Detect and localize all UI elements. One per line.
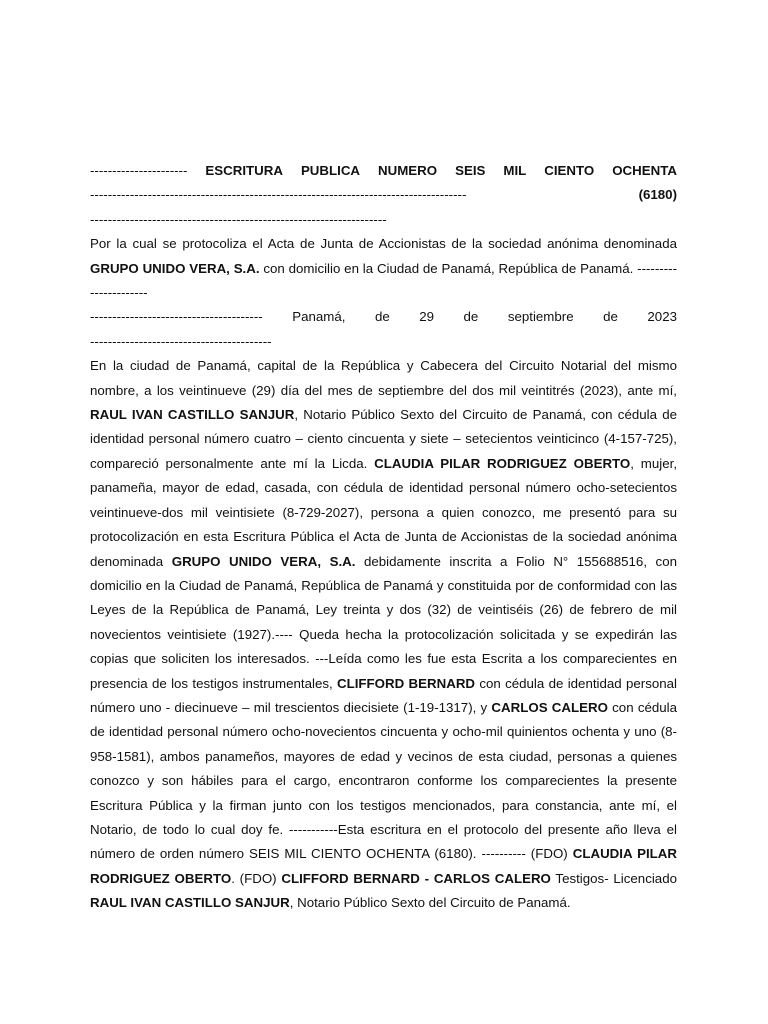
body-text: , Notario Público Sexto del Circuito de Panamá, con cédula de identidad personal número cuatro – ciento cincuenta y siete – setecientos veinticinco (4-157-725), compareció personalmente ante mí la Licda. (90, 407, 677, 471)
intro-text: Por la cual se protocoliza el Acta de Junta de Accionistas de la sociedad anónima denominada (90, 236, 677, 252)
appearing-party-name: CLAUDIA PILAR RODRIGUEZ OBERTO (374, 455, 631, 471)
body-text: con cédula de identidad personal número uno - diecinueve – mil trescientos diecisiete (1-19-1317), y (90, 675, 677, 715)
date-word: de (463, 309, 479, 325)
heading-word: ESCRITURA (205, 163, 283, 178)
appearing-party-name: CLAUDIA PILAR RODRIGUEZ OBERTO (90, 846, 677, 886)
body-text: . (FDO) (231, 870, 282, 886)
body-paragraph (90, 354, 677, 915)
deed-number: (6180) (638, 187, 677, 203)
heading-word: CIENTO (544, 163, 595, 178)
intro-paragraph (90, 232, 677, 305)
heading-dashes: ---------------------- (90, 163, 188, 178)
heading-word: MIL (503, 163, 527, 178)
heading-word: NUMERO (378, 163, 438, 178)
witness-name: CARLOS CALERO (491, 699, 608, 715)
separator-dashes: ------------------------------------------------------------------- (90, 211, 387, 227)
body-text: con cédula de identidad personal número ocho-novecientos cincuenta y ocho-mil quinientos ochenta y uno (8-958-1581), ambos panameños, mayores de edad y vecinos de esta ciudad, personas a quienes conozco y son hábiles para el cargo, encontraron conforme los comparecientes la presente Escritura Pública y la firman junto con los testigos mencionados, para constancia, ante mí, el Notario, de todo lo cual doy fe. -----------Esta escritura en el protocolo del presente año lleva el número de orden número SEIS MIL CIENTO OCHENTA (6180). ---------- (FDO) (90, 699, 678, 862)
heading-word: PUBLICA (300, 163, 361, 178)
separator-line (90, 330, 677, 354)
separator-line (90, 208, 677, 232)
witness-name: CLIFFORD BERNARD (337, 675, 476, 691)
deed-text (90, 159, 677, 916)
date-month: septiembre (507, 309, 574, 325)
company-name: GRUPO UNIDO VERA, S.A. (90, 260, 260, 276)
date-word: de (603, 309, 618, 325)
date-year: 2023 (647, 309, 677, 325)
deed-number-line (90, 183, 677, 207)
intro-text-end: con domicilio en la Ciudad de Panamá, República de Panamá. ---------------------- (90, 260, 677, 301)
date-line (90, 305, 677, 329)
body-text: debidamente inscrita a Folio N° 155688516, con domicilio en la Ciudad de Panamá, República de Panamá y constituida por de conformidad con las Leyes de la República de Panamá, Ley treinta y dos (32) de veintiséis (26) de febrero de mil novecientos veintisiete (1927).---- Queda hecha la protocolización solicitada y se expedirán las copias que soliciten los interesados. ---Leída como les fue esta Escrita a los comparecientes en presencia de los testigos instrumentales, (90, 553, 677, 691)
body-text: , mujer, panameña, mayor de edad, casada, con cédula de identidad personal número ocho-setecientos veintinueve-dos mil veintisiete (8-729-2027), persona a quien conozco, me presentó para su protocolización en esta Escritura Pública el Acta de Junta de Accionistas de la sociedad anónima denominada (90, 455, 678, 569)
notary-name: RAUL IVAN CASTILLO SANJUR (90, 407, 295, 423)
body-text: En la ciudad de Panamá, capital de la República y Cabecera del Circuito Notarial del mismo nombre, a los veintinueve (29) día del mes de septiembre del dos mil veintitrés (2023), ante mí, (90, 358, 677, 398)
deed-heading-line (90, 159, 677, 183)
date-dashes: --------------------------------------- (90, 309, 263, 325)
heading-dashes: ------------------------------------------------------------------------------------- (90, 187, 467, 203)
notary-name: RAUL IVAN CASTILLO SANJUR (90, 895, 290, 911)
witness-names: CLIFFORD BERNARD - CARLOS CALERO (281, 870, 551, 886)
heading-word: SEIS (455, 163, 486, 178)
company-name: GRUPO UNIDO VERA, S.A. (171, 553, 356, 569)
date-word: de (374, 309, 390, 325)
date-city: Panamá, (292, 309, 346, 325)
body-text: , Notario Público Sexto del Circuito de Panamá. (289, 895, 571, 911)
heading-word: OCHENTA (612, 163, 677, 178)
date-day: 29 (419, 309, 435, 325)
body-text: Testigos- Licenciado (550, 870, 677, 886)
separator-dashes: ----------------------------------------- (90, 333, 272, 349)
